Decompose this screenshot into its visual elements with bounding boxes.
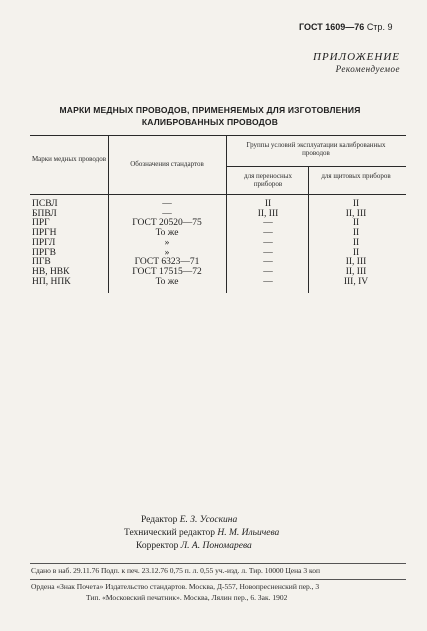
cell-panel: II, III — [345, 257, 367, 268]
cell-standard: ГОСТ 6323—71 — [134, 257, 200, 268]
table-body — [0, 200, 427, 295]
cell-brand: ПРГ — [32, 218, 50, 229]
cell-standard: ГОСТ 17515—72 — [132, 266, 202, 277]
document-title — [40, 104, 380, 128]
appendix-title: ПРИЛОЖЕНИЕ — [313, 51, 400, 63]
cell-brand: ПРГВ — [32, 247, 56, 258]
cell-brand: ПСВЛ — [32, 199, 58, 209]
header-brand: Марки медных проводов — [31, 155, 107, 163]
cell-standard: » — [164, 247, 170, 258]
table-header-bottom-rule — [30, 194, 406, 195]
cell-portable: — — [263, 266, 273, 277]
table-subheader-rule — [226, 166, 406, 167]
cell-standard: — — [162, 208, 172, 219]
cell-standard: То же — [155, 276, 179, 287]
imprint-rule-2 — [30, 579, 406, 580]
cell-portable: — — [263, 276, 273, 287]
cell-brand: НВ, НВК — [32, 266, 70, 277]
cell-standard: ГОСТ 20520—75 — [132, 218, 202, 229]
cell-brand: ПГВ — [32, 257, 51, 268]
cell-brand: НП, НПК — [32, 276, 71, 287]
cell-portable: II — [264, 199, 272, 209]
appendix-block — [313, 50, 400, 74]
credit-tech-name: Н. М. Ильичева — [217, 528, 280, 538]
cell-standard: То же — [155, 228, 179, 239]
cell-brand: БПВЛ — [32, 208, 57, 219]
credit-tech-editor — [124, 527, 279, 540]
header-portable: для переносных приборов — [244, 172, 292, 188]
credit-tech-label: Технический редактор — [124, 528, 215, 538]
credit-corrector-name: Л. А. Пономарева — [180, 541, 252, 551]
table-top-rule — [30, 135, 406, 136]
credit-editor-label: Редактор — [141, 515, 178, 525]
imprint-line-1: Сдано в наб. 29.11.76 Подп. к печ. 23.12.76 0,75 п. л. 0,55 уч.-изд. л. Тир. 10000 Цена 3 коп — [31, 566, 321, 575]
page-number: Стр. 9 — [366, 22, 393, 32]
cell-portable: — — [263, 237, 273, 248]
cell-standard: — — [162, 199, 172, 209]
header-panel: для щитовых приборов — [321, 172, 391, 180]
cell-panel: II — [352, 247, 360, 258]
header-standards: Обозначения стандартов — [130, 160, 204, 168]
cell-panel: II, III — [345, 266, 367, 277]
page-header — [299, 22, 399, 32]
cell-standard: » — [164, 237, 170, 248]
cell-portable: — — [263, 257, 273, 268]
cell-brand: ПРГН — [32, 228, 57, 239]
cell-brand: ПРГЛ — [32, 237, 56, 248]
cell-panel: II — [352, 237, 360, 248]
title-line-1: МАРКИ МЕДНЫХ ПРОВОДОВ, ПРИМЕНЯЕМЫХ ДЛЯ ИЗГОТОВЛЕНИЯ — [59, 105, 361, 115]
imprint-line-2: Ордена «Знак Почета» Издательство стандартов. Москва, Д-557, Новопресненский пер., 3 — [31, 582, 320, 591]
cell-panel: II — [352, 199, 360, 209]
credit-editor-name: Е. З. Усоскина — [179, 515, 238, 525]
cell-panel: II — [352, 228, 360, 239]
header-groups: Группы условий эксплуатации калиброванных проводов — [246, 141, 386, 157]
title-line-2: КАЛИБРОВАННЫХ ПРОВОДОВ — [141, 117, 279, 127]
cell-panel: II, III — [345, 208, 367, 219]
credit-editor — [141, 514, 237, 527]
gost-number: ГОСТ 1609—76 — [299, 22, 365, 32]
cell-portable: — — [263, 247, 273, 258]
cell-portable: — — [263, 228, 273, 239]
imprint-rule — [30, 563, 406, 564]
credit-corrector — [136, 540, 252, 553]
cell-portable: II, III — [257, 208, 279, 219]
imprint-line-3: Тип. «Московский печатник». Москва, Лялин пер., 6. Зак. 1902 — [86, 593, 288, 602]
cell-portable: — — [263, 218, 273, 229]
appendix-subtitle: Рекомендуемое — [335, 64, 400, 74]
credit-corrector-label: Корректор — [136, 541, 179, 551]
cell-panel: III, IV — [343, 276, 369, 287]
cell-panel: II — [352, 218, 360, 229]
